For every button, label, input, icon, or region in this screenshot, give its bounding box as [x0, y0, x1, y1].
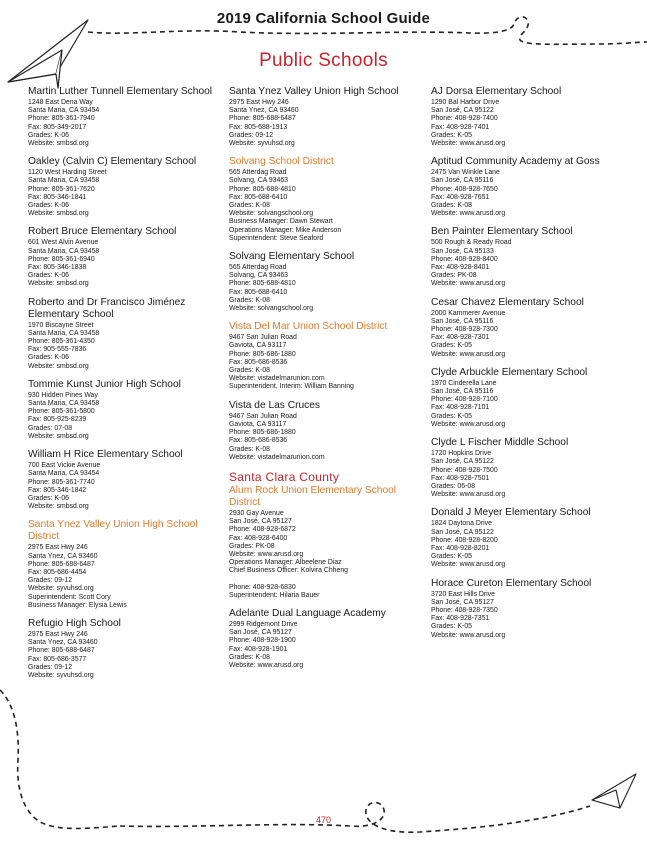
grades: Grades: K-08	[229, 445, 270, 453]
school-entry	[229, 400, 421, 462]
address-line: San José, CA 95133	[431, 247, 494, 255]
address-line: 2930 Gay Avenue	[229, 509, 284, 517]
website: Website: syvuhsd.org	[28, 585, 94, 593]
address-line: 9467 San Julian Road	[229, 334, 297, 342]
grades: Grades: K-06	[28, 202, 69, 210]
school-name: Refugio High School	[28, 617, 121, 629]
phone-number: Phone: 408-928-7400	[431, 115, 498, 123]
grades: Grades: 06-08	[431, 482, 476, 490]
address-line: 500 Rough & Ready Road	[431, 239, 512, 247]
grades: Grades: K-06	[28, 354, 69, 362]
website: Website: smbsd.org	[28, 140, 89, 148]
phone-number: Phone: 408-928-7300	[431, 326, 498, 334]
school-name: Clyde L Fischer Middle School	[431, 437, 569, 449]
grades: Grades: K-05	[431, 412, 472, 420]
phone-number: Phone: 408-928-8400	[431, 255, 498, 263]
district-name: Santa Ynez Valley Union High School District	[28, 519, 198, 543]
phone-number: Phone: 408-928-6830	[229, 583, 296, 591]
website: Website: vistadelmarunion.com	[229, 453, 325, 461]
address-line: 9467 San Julian Road	[229, 412, 297, 420]
grades: Grades: K-08	[431, 202, 472, 210]
grades: Grades: K-08	[229, 653, 270, 661]
contact-person: Chief Business Officer: Kolvira Chheng	[229, 567, 348, 575]
school-entry	[229, 251, 421, 313]
guide-title: 2019 California School Guide	[216, 10, 431, 27]
school-name: Ben Painter Elementary School	[431, 226, 573, 238]
district-name: Solvang School District	[229, 156, 334, 168]
address-line: 565 Atterdag Road	[229, 169, 287, 177]
website: Website: www.arusd.org	[431, 210, 506, 218]
address-line: San José, CA 95127	[229, 518, 292, 526]
fax-number: Fax: 805-686-3577	[28, 655, 87, 663]
address-line: San José, CA 95116	[431, 388, 494, 396]
grades: Grades: PK-08	[431, 272, 477, 280]
school-entry	[431, 578, 621, 640]
address-line: San José, CA 95116	[431, 177, 494, 185]
school-entry	[28, 449, 218, 511]
fax-number: Fax: 905-555-7836	[28, 346, 87, 354]
address-line: 2475 Van Winkle Lane	[431, 169, 500, 177]
address-line: Gaviota, CA 93117	[229, 342, 287, 350]
school-entry	[28, 226, 218, 288]
phone-number: Phone: 805-688-6487	[28, 647, 95, 655]
fax-number: Fax: 805-346-1842	[28, 486, 87, 494]
district-name: Alum Rock Union Elementary School District	[229, 484, 397, 508]
website: Website: solvangschool.org	[229, 305, 314, 313]
fax-number: Fax: 408-928-8201	[431, 544, 490, 552]
contact-person: Operations Manager: Mike Anderson	[229, 226, 342, 234]
website: Website: smbsd.org	[28, 432, 89, 440]
contact-person: Superintendent: Scott Cory	[28, 593, 111, 601]
phone-number: Phone: 805-688-6487	[229, 115, 296, 123]
fax-number: Fax: 805-686-8536	[229, 437, 288, 445]
school-entry	[431, 86, 621, 148]
school-entry	[28, 379, 218, 441]
school-entry	[431, 226, 621, 288]
phone-number: Phone: 805-361-6940	[28, 255, 95, 263]
fax-number: Fax: 805-925-8239	[28, 416, 87, 424]
grades: Grades: K-08	[229, 367, 270, 375]
phone-number: Phone: 805-361-4350	[28, 338, 95, 346]
grades: Grades: K-06	[28, 131, 69, 139]
fax-number: Fax: 805-686-8536	[229, 358, 288, 366]
fax-number: Fax: 408-928-7101	[431, 404, 490, 412]
address-line: 3720 East Hills Drive	[431, 590, 495, 598]
grades: Grades: K-06	[28, 272, 69, 280]
grades: Grades: 09-12	[28, 663, 73, 671]
fax-number: Fax: 408-928-7651	[431, 193, 490, 201]
address-line: San José, CA 95122	[431, 458, 494, 466]
grades: Grades: PK-08	[229, 542, 275, 550]
address-line: Santa Maria, CA 93458	[28, 177, 100, 185]
fax-number: Fax: 408-928-1901	[229, 645, 288, 653]
grades: Grades: 09-12	[229, 131, 274, 139]
dashed-trail	[0, 690, 120, 829]
phone-number: Phone: 805-686-1880	[229, 350, 296, 358]
school-entry	[431, 297, 621, 359]
contact-person: Business Manager: Dawn Stewart	[229, 218, 333, 226]
website: Website: www.arusd.org	[431, 280, 506, 288]
address-line: Gaviota, CA 93117	[229, 420, 287, 428]
fax-number: Fax: 805-688-6410	[229, 288, 288, 296]
school-entry	[28, 618, 218, 680]
school-name: Solvang Elementary School	[229, 251, 355, 263]
website: Website: www.arusd.org	[431, 491, 506, 499]
school-name: Vista de Las Cruces	[229, 399, 320, 411]
fax-number: Fax: 408-928-6400	[229, 534, 288, 542]
address-line: Santa Maria, CA 93458	[28, 247, 100, 255]
school-entry	[431, 156, 621, 218]
fax-number: Fax: 805-346-1841	[28, 193, 87, 201]
school-entry	[229, 86, 421, 148]
phone-number: Phone: 805-686-1880	[229, 429, 296, 437]
phone-number: Phone: 408-928-7350	[431, 606, 498, 614]
school-name: Roberto and Dr Francisco Jiménez Elementary School	[28, 296, 186, 320]
address-line: 1824 Daytona Drive	[431, 520, 492, 528]
contact-person: Business Manager: Elysia Lewis	[28, 601, 127, 609]
address-line: Santa Maria, CA 93454	[28, 107, 100, 115]
contact-person: Superintendent: Hilaria Bauer	[229, 591, 320, 599]
website: Website: smbsd.org	[28, 503, 89, 511]
school-entry	[28, 86, 218, 148]
address-line: 2999 Ridgemont Drive	[229, 620, 298, 628]
fax-number: Fax: 408-928-7351	[431, 615, 490, 623]
phone-number: Phone: 805-361-7620	[28, 185, 95, 193]
address-line: 2000 Kammerer Avenue	[431, 309, 506, 317]
address-line: 2975 East Hwy 246	[229, 99, 289, 106]
address-line: Santa Maria, CA 93454	[28, 470, 100, 478]
phone-number: Phone: 408-928-7100	[431, 396, 498, 404]
address-line: 601 West Alvin Avenue	[28, 239, 99, 247]
fax-number: Fax: 805-686-4454	[28, 568, 87, 576]
address-line: San José, CA 95127	[431, 598, 494, 606]
phone-number: Phone: 408-928-7500	[431, 466, 498, 474]
grades: Grades: K-05	[431, 553, 472, 561]
grades: Grades: 09-12	[28, 577, 73, 585]
school-name: Horace Cureton Elementary School	[431, 577, 592, 589]
school-entry	[431, 437, 621, 499]
address-line: 1290 Bal Harbor Drive	[431, 99, 500, 106]
address-line: San José, CA 95116	[431, 317, 494, 325]
district-entry	[229, 470, 421, 600]
address-line: Solvang, CA 93463	[229, 272, 288, 280]
school-name: Oakley (Calvin C) Elementary School	[28, 156, 197, 168]
contact-person: Superintendent, Interim: William Banning	[229, 383, 354, 391]
address-line: San José, CA 95122	[431, 528, 494, 536]
address-line: Solvang, CA 93463	[229, 177, 288, 185]
fax-number: Fax: 408-928-8401	[431, 264, 490, 272]
address-line: 2975 East Hwy 246	[28, 544, 88, 552]
address-line: Santa Maria, CA 93458	[28, 400, 100, 408]
school-name: Martin Luther Tunnell Elementary School	[28, 86, 213, 97]
address-line: 930 Hidden Pines Way	[28, 391, 98, 399]
address-line: 700 East Vickie Avenue	[28, 462, 101, 470]
fax-number: Fax: 805-349-2017	[28, 123, 87, 131]
website: Website: www.arusd.org	[229, 661, 304, 669]
phone-number: Phone: 805-688-4810	[229, 185, 296, 193]
grades: Grades: 07-08	[28, 424, 73, 432]
address-line: 565 Atterdag Road	[229, 264, 287, 272]
address-line: San José, CA 95122	[431, 107, 494, 115]
school-name: AJ Dorsa Elementary School	[431, 86, 562, 97]
school-name: William H Rice Elementary School	[28, 449, 183, 461]
website: Website: smbsd.org	[28, 362, 89, 370]
website: Website: vistadelmarunion.com	[229, 375, 325, 383]
phone-number: Phone: 805-361-7940	[28, 115, 95, 123]
address-line: 2975 East Hwy 246	[28, 630, 88, 638]
website: Website: syvuhsd.org	[229, 140, 295, 148]
address-line: 1248 East Dena Way	[28, 99, 93, 106]
district-entry	[28, 519, 218, 610]
district-entry	[229, 156, 421, 243]
address-line: San José, CA 95127	[229, 629, 292, 637]
school-name: Clyde Arbuckle Elementary School	[431, 366, 588, 378]
school-entry	[28, 297, 218, 371]
website: Website: www.arusd.org	[229, 550, 304, 558]
fax-number: Fax: 408-928-7301	[431, 334, 490, 342]
school-name: Tommie Kunst Junior High School	[28, 378, 181, 390]
school-entry	[229, 608, 421, 670]
website: Website: smbsd.org	[28, 280, 89, 288]
column-middle	[229, 86, 421, 678]
school-name: Donald J Meyer Elementary School	[431, 507, 591, 519]
website: Website: solvangschool.org	[229, 210, 314, 218]
grades: Grades: K-05	[431, 623, 472, 631]
contact-person: Superintendent: Steve Seaford	[229, 234, 324, 242]
address-line: Santa Ynez, CA 93460	[229, 107, 299, 115]
county-heading: Santa Clara County	[229, 469, 340, 484]
address-line: Santa Ynez, CA 93460	[28, 639, 98, 647]
district-entry	[229, 321, 421, 391]
grades: Grades: K-08	[229, 202, 270, 210]
address-line: 1720 Hopkins Drive	[431, 450, 492, 458]
website: Website: www.arusd.org	[431, 631, 506, 639]
address-line: 1970 Biscayne Street	[28, 321, 94, 329]
address-line: Santa Maria, CA 93458	[28, 329, 100, 337]
address-line: Santa Ynez, CA 93460	[28, 552, 98, 560]
website: Website: www.arusd.org	[431, 350, 506, 358]
school-name: Robert Bruce Elementary School	[28, 226, 177, 238]
phone-number: Phone: 408-928-6872	[229, 526, 296, 534]
school-name: Santa Ynez Valley Union High School	[229, 86, 399, 97]
column-right	[431, 86, 621, 648]
website: Website: smbsd.org	[28, 210, 89, 218]
fax-number: Fax: 408-928-7401	[431, 123, 490, 131]
school-entry	[431, 367, 621, 429]
grades: Grades: K-06	[28, 494, 69, 502]
school-entry	[28, 156, 218, 218]
grades: Grades: K-05	[431, 342, 472, 350]
grades: Grades: K-05	[431, 131, 472, 139]
school-name: Adelante Dual Language Academy	[229, 607, 386, 619]
phone-number: Phone: 805-361-5800	[28, 408, 95, 416]
page-number: 470	[315, 815, 332, 825]
phone-number: Phone: 408-928-8200	[431, 536, 498, 544]
fax-number: Fax: 408-928-7501	[431, 474, 490, 482]
fax-number: Fax: 805-688-6410	[229, 193, 288, 201]
grades: Grades: K-08	[229, 296, 270, 304]
paper-airplane-icon	[592, 774, 636, 808]
address-line: 1120 West Harding Street	[28, 169, 107, 177]
district-name: Vista Del Mar Union School District	[229, 321, 388, 333]
school-name: Cesar Chavez Elementary School	[431, 296, 584, 308]
website: Website: syvuhsd.org	[28, 671, 94, 679]
fax-number: Fax: 805-688-1913	[229, 123, 288, 131]
section-title: Public Schools	[259, 50, 388, 71]
address-line: 1970 Cinderella Lane	[431, 379, 497, 387]
school-name: Aptitud Community Academy at Goss	[431, 156, 600, 168]
contact-person: Operations Manager: Albeelene Diaz	[229, 559, 342, 567]
phone-number: Phone: 805-361-7740	[28, 478, 95, 486]
phone-number: Phone: 805-688-4810	[229, 280, 296, 288]
phone-number: Phone: 805-688-6487	[28, 560, 95, 568]
website: Website: www.arusd.org	[431, 420, 506, 428]
phone-number: Phone: 408-928-7650	[431, 185, 498, 193]
phone-number: Phone: 408-928-1900	[229, 637, 296, 645]
fax-number: Fax: 805-346-1838	[28, 264, 87, 272]
column-left	[28, 86, 218, 688]
school-entry	[431, 507, 621, 569]
website: Website: www.arusd.org	[431, 140, 506, 148]
website: Website: www.arusd.org	[431, 561, 506, 569]
